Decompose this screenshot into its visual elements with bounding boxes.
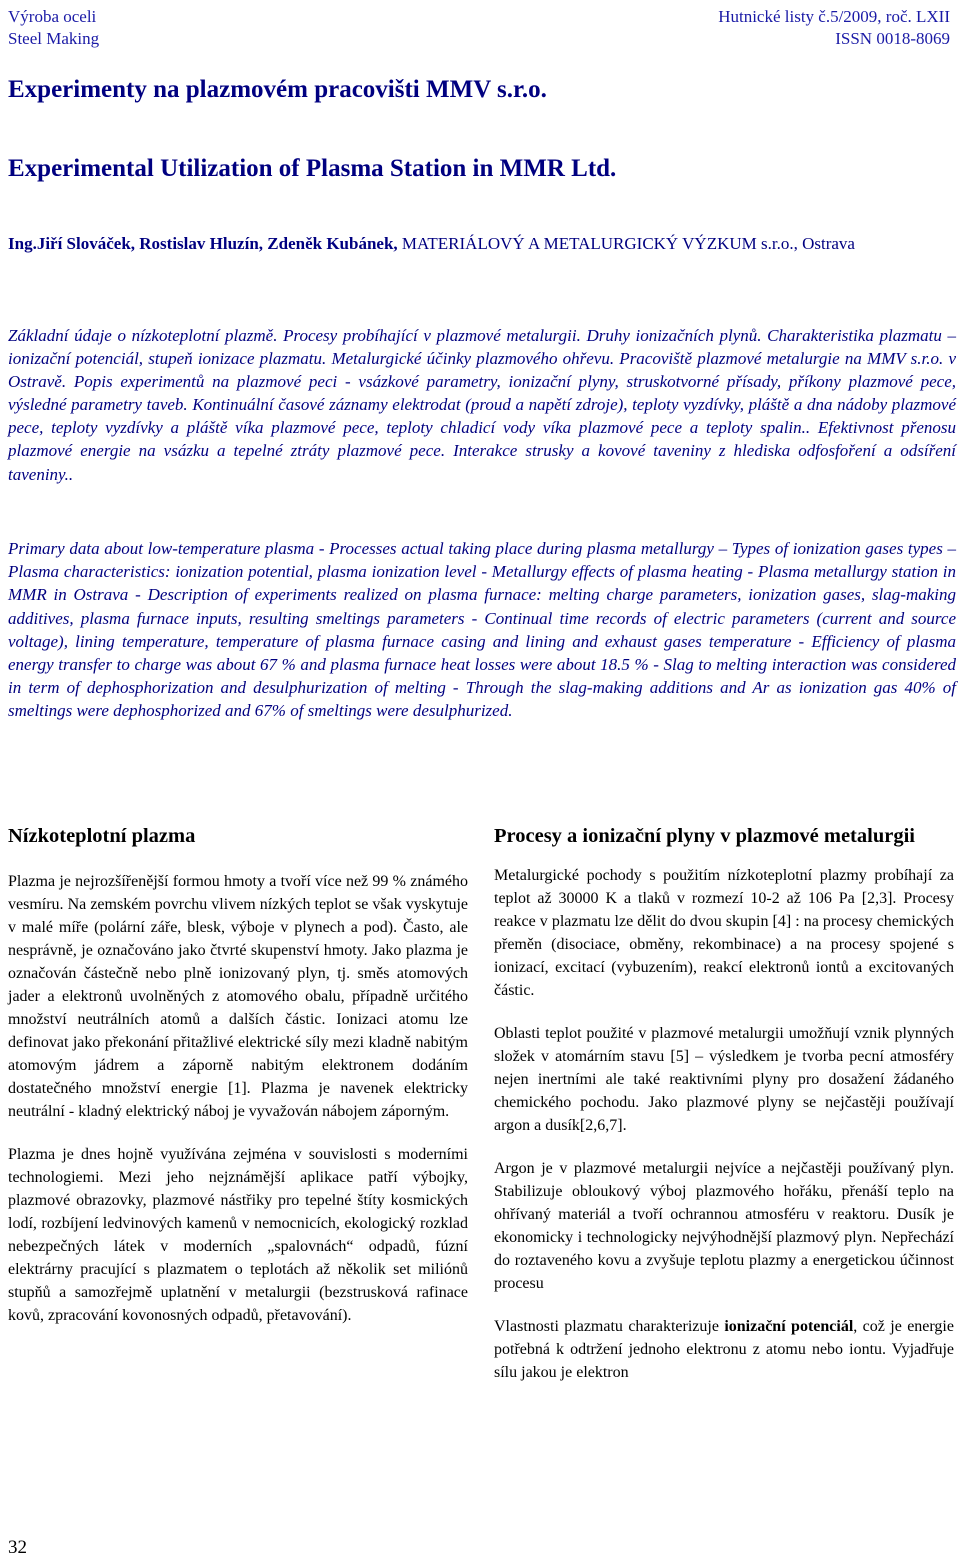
- author-line: [8, 232, 953, 256]
- running-header-left: [8, 6, 99, 50]
- text-run: Vlastnosti plazmatu charakterizuje: [494, 1318, 725, 1335]
- right-column: [494, 822, 954, 1404]
- journal-issn: ISSN 0018-8069: [835, 29, 950, 48]
- paragraph: Oblasti teplot použité v plazmové metalurgii umožňují vznik plynných složek v atomárním stavu [5] – výsledkem je tvorba pecní atmosféry nejen inertními ale také reaktivními plyny pro dosažení žádaného chemického pochodu. Jako plazmové plyny se nejčastěji používají argon a dusík[2,6,7].: [494, 1025, 954, 1134]
- paragraph: Plazma je nejrozšířenější formou hmoty a tvoří více než 99 % známého vesmíru. Na zemském povrchu vlivem nízkých teplot se však vyskytuje v malé míře (polární záře, blesk, výboje v plynech a pod). Často, ale nesprávně, je označováno jako čtvrté skupenství hmoty. Jako plazma je označován částečně nebo plně ionizovaný plyn, tj. směs atomových jader a elektronů uvolněných z atomového obalu, případně určitého množství neutrálních atomů a dalších částic. Ionizaci atomu lze definovat jako překonání přitažlivé elektrické síly mezi kladně nabitým atomovým jádrem a záporně nabitým elektronem dodáním dostatečného množství energie [1]. Plazma je navenek elektricky neutrální - kladný elektrický náboj je vyvažován nábojem záporným.: [8, 873, 468, 1120]
- abstract-cz: Základní údaje o nízkoteplotní plazmě. Procesy probíhající v plazmové metalurgii. Druhy ionizačních plynů. Charakteristika plazmatu – ionizační potenciál, stupeň ionizace plazmatu. Metalurgické účinky plazmového ohřevu. Pracoviště plazmové metalurgie na MMV s.r.o. v Ostravě. Popis experimentů na plazmové peci - vsázkové parametry, ionizační plyny, struskotvorné přísady, příkony plazmové pece, výsledné parametry taveb. Kontinuální časové záznamy elektrodat (proud a napětí zdroje), teploty vyzdívky, pláště a dna nádoby plazmové pece, teploty vyzdívky a pláště víka plazmové pece, teploty chladicí vody víka plazmové pece a teploty spalin.. Efektivnost přenosu plazmové energie na vsázku a tepelné ztráty plazmové pece. Interakce strusky a kovové taveniny z hlediska odfosfoření a odsíření taveniny..: [8, 326, 956, 484]
- paper-title-en: Experimental Utilization of Plasma Station in MMR Ltd.: [8, 155, 617, 182]
- paragraph: Metalurgické pochody s použitím nízkoteplotní plazmy probíhají za teplot až 30000 K a tlaků v rozmezí 10-2 až 106 Pa [2,3]. Procesy reakce v plazmatu lze dělit do dvou skupin [4] : na procesy chemických přeměn (disociace, obměny, rekombinace) a na procesy spojené s ionizací, excitací (vybuzením), reakcí elektronů iontů a excitovaných částic.: [494, 867, 954, 999]
- journal-issue: Hutnické listy č.5/2009, roč. LXII: [718, 7, 950, 26]
- section-name-en: Steel Making: [8, 29, 100, 48]
- section-name-cz: Výroba oceli: [8, 7, 97, 26]
- section-heading-processes: Procesy a ionizační plyny v plazmové metalurgii: [494, 825, 915, 847]
- text-run: , což je energie potřebná k odtržení jednoho elektronu z atomu nebo iontu. Vyjadřuje sílu jakou je elektron: [494, 1318, 954, 1381]
- left-column: [8, 822, 468, 1347]
- page-number: 32: [8, 1537, 27, 1558]
- running-header-right: [718, 6, 950, 50]
- author-names: Ing.Jiří Slováček, Rostislav Hluzín, Zdeněk Kubánek,: [8, 234, 398, 253]
- term-ionization-potential: ionizační potenciál: [724, 1318, 854, 1335]
- paper-title-cz: Experimenty na plazmovém pracovišti MMV s.r.o.: [8, 76, 547, 103]
- abstract-en: Primary data about low-temperature plasma - Processes actual taking place during plasma metallurgy – Types of ionization gases types – Plasma characteristics: ionization potential, plasma ionization level - Metallurgy effects of plasma heating - Plasma metallurgy station in MMR in Ostrava - Description of experiments realized on plasma furnace: melting charge parameters, ionization gases, slag-making additives, plasma furnace inputs, resulting smeltings parameters - Continual time records of electric parameters (current and source voltage), lining temperature, temperature of plasma furnace casing and lining and exhaust gases temperature - Efficiency of plasma energy transfer to charge was about 67 % and plasma furnace heat losses were about 18.5 % - Slag to melting interaction was considered in term of dephosphorization and desulphurization of melting - Through the slag-making additions and Ar as ionization gas 40% of smeltings were dephosphorized and 67% of smeltings were desulphurized.: [8, 539, 956, 721]
- section-heading-low-temp-plasma: Nízkoteplotní plazma: [8, 825, 196, 847]
- author-affiliation: MATERIÁLOVÝ A METALURGICKÝ VÝZKUM s.r.o., Ostrava: [401, 234, 855, 253]
- paragraph: Argon je v plazmové metalurgii nejvíce a nejčastěji používaný plyn. Stabilizuje obloukový výboj plazmového hořáku, přenáší teplo na ohřívaný materiál a tvoří ochrannou atmosféru v reaktoru. Dusík je ekonomicky i technologicky nejvýhodnější plazmový plyn. Nepřechází do roztaveného kovu a zvyšuje teplotu plazmy a energetickou účinnost procesu: [494, 1160, 954, 1292]
- paragraph: Plazma je dnes hojně využívána zejména v souvislosti s moderními technologiemi. Mezi jeho nejznámější aplikace patří výbojky, plazmové obrazovky, plazmové nástřiky pro tepelné štíty kosmických lodí, rozbíjení ledvinových kamenů v nemocnicích, ekologický rozklad nebezpečných látek v moderních „spalovnách“ odpadů, fúzní elektrárny pracující s plazmatem o teplotách až několik set miliónů stupňů a samozřejmě uplatnění v metalurgii (bezstrusková rafinace kovů, zpracování kovonosných odpadů, přetavování).: [8, 1146, 468, 1324]
- paragraph: [494, 1315, 954, 1384]
